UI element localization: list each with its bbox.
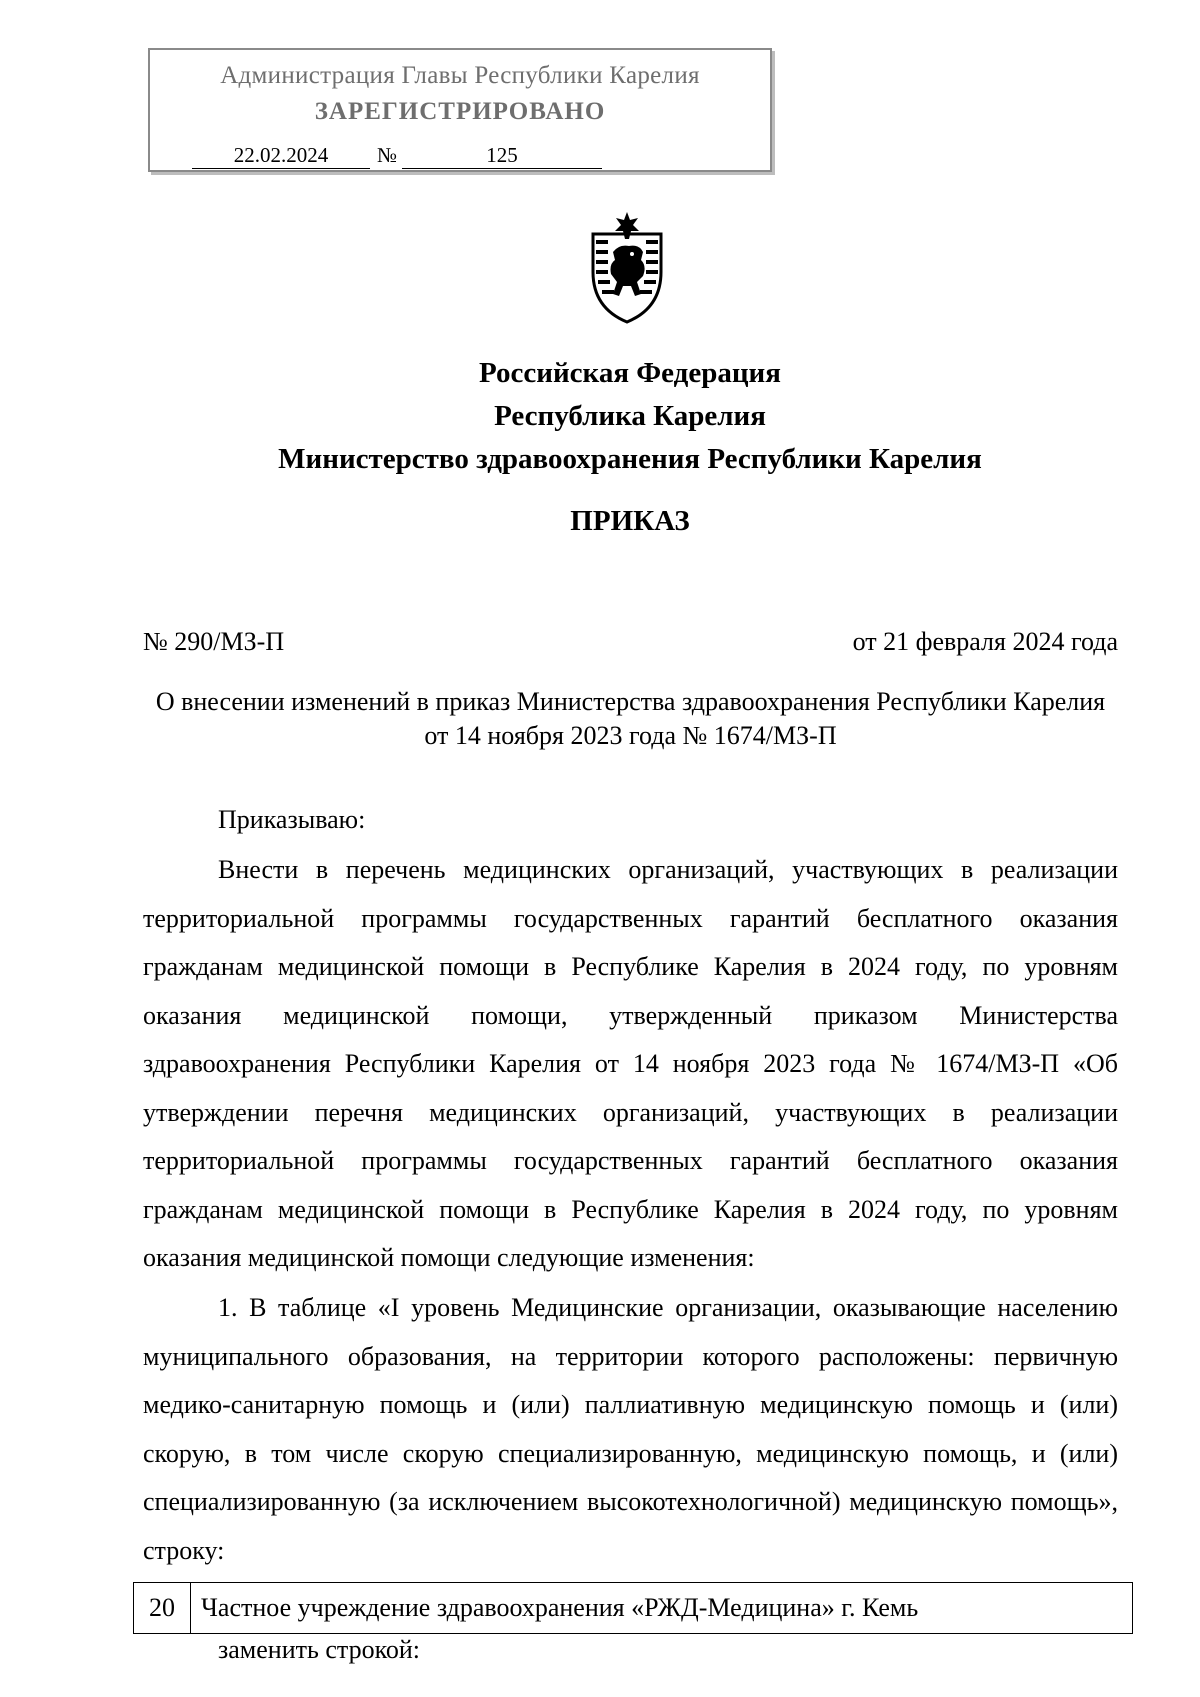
- order-subject: О внесении изменений в приказ Министерства здравоохранения Республики Карелия от 14 ноября 2023 года № 1674/МЗ-П: [155, 687, 1106, 750]
- item-1-paragraph: 1. В таблице «I уровень Медицинские организации, оказывающие населению муниципального образования, на территории которого расположены: первичную медико-санитарную помощь и (или) паллиативную медицинскую помощь и (или) скорую, в том числе скорую специализированную, медицинскую помощь, и (или) специализированную (за исключением высокотехнологичной) медицинскую помощь», строку:: [143, 1293, 1118, 1565]
- stamp-date: 22.02.2024: [192, 143, 370, 169]
- stamp-organization: Администрация Главы Республики Карелия: [220, 62, 700, 89]
- region-title: Республика Карелия: [494, 400, 766, 432]
- main-paragraph: Внести в перечень медицинских организаций, участвующих в реализации территориальной программы государственных гарантий бесплатного оказания гражданам медицинской помощи в Республике Карелия в 2024 году, по уровням оказания медицинской помощи, утвержденный приказом Министерства здравоохранения Республики Карелия от 14 ноября 2023 года № 1674/МЗ-П «Об утверждении перечня медицинских организаций, участвующих в реализации территориальной программы государственных гарантий бесплатного оказания гражданам медицинской помощи в Республике Карелия в 2024 году, по уровням оказания медицинской помощи следующие изменения:: [143, 855, 1118, 1272]
- karelia-coat-of-arms-icon: [585, 210, 669, 324]
- registration-stamp: [148, 48, 772, 172]
- row-organization: Частное учреждение здравоохранения «РЖД-Медицина» г. Кемь: [191, 1583, 1133, 1634]
- country-title: Российская Федерация: [479, 357, 781, 389]
- replaced-row-table: [133, 1582, 1133, 1634]
- ministry-title: Министерство здравоохранения Республики Карелия: [278, 443, 982, 475]
- order-number: № 290/МЗ-П: [143, 627, 285, 656]
- table-row: [134, 1583, 1133, 1634]
- stamp-number: 125: [402, 143, 602, 169]
- stamp-number-sign: №: [377, 143, 398, 167]
- row-number: 20: [134, 1583, 191, 1634]
- order-date: от 21 февраля 2024 года: [852, 627, 1118, 656]
- order-word: Приказываю:: [218, 805, 366, 834]
- replace-with-text: заменить строкой:: [218, 1635, 421, 1664]
- document-type: ПРИКАЗ: [570, 505, 690, 537]
- stamp-status: ЗАРЕГИСТРИРОВАНО: [314, 98, 606, 125]
